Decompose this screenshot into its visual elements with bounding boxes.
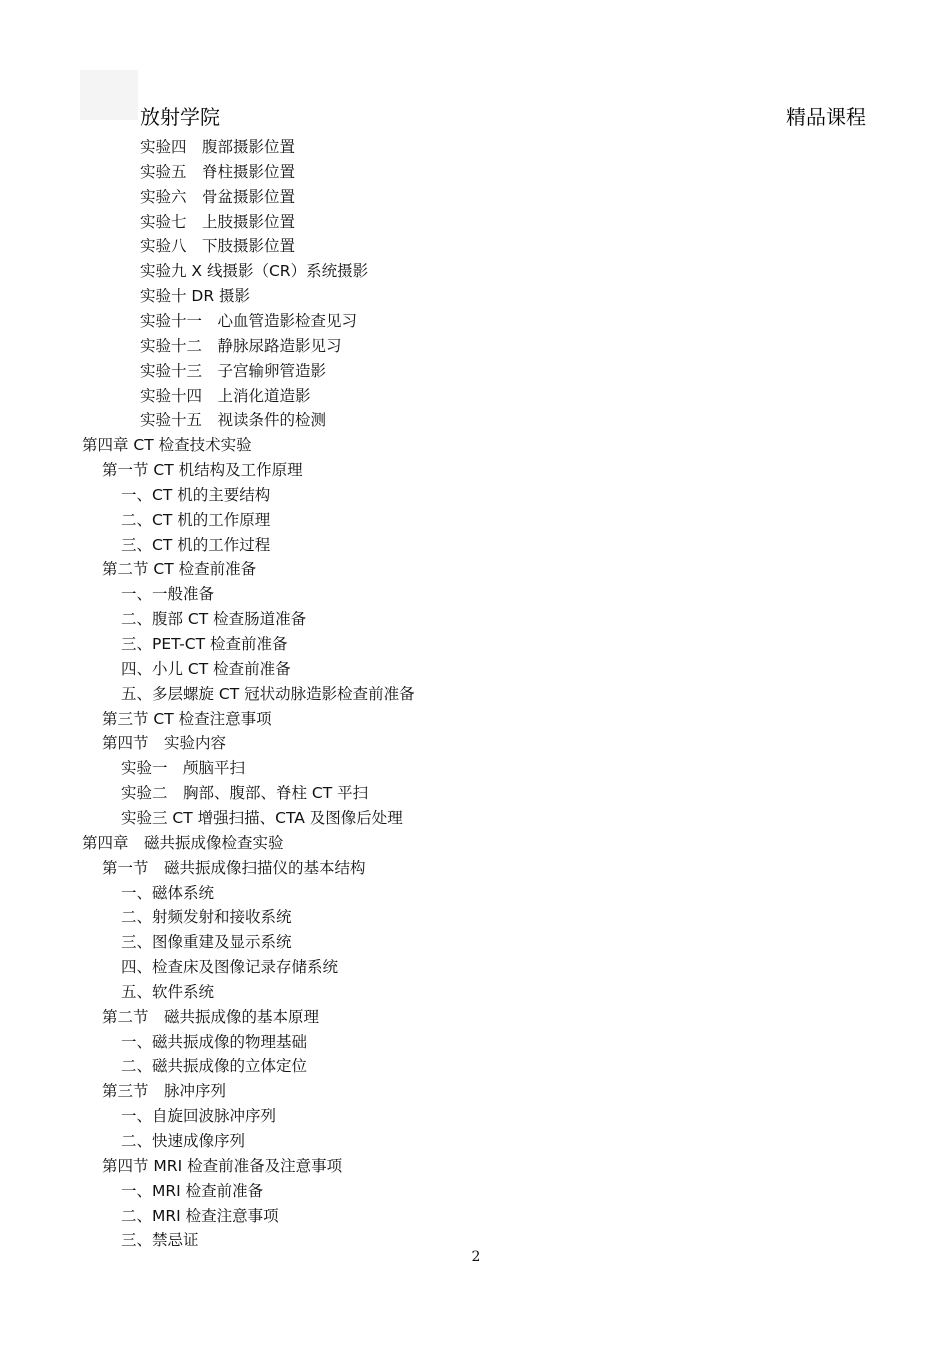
- toc-entry: 一、一般准备: [121, 585, 215, 603]
- toc-entry: 二、腹部 CT 检查肠道准备: [121, 610, 307, 628]
- toc-entry: 一、磁共振成像的物理基础: [121, 1033, 308, 1051]
- header-logo-mark: [80, 70, 138, 120]
- toc-entry: 第一节 磁共振成像扫描仪的基本结构: [102, 859, 366, 877]
- toc-entry: 三、图像重建及显示系统: [121, 933, 292, 951]
- toc-entry: 二、磁共振成像的立体定位: [121, 1057, 308, 1075]
- page-number: 2: [471, 1249, 481, 1265]
- toc-entry: 一、CT 机的主要结构: [121, 486, 271, 504]
- toc-entry: 二、CT 机的工作原理: [121, 511, 271, 529]
- toc-entry: 实验四 腹部摄影位置: [140, 138, 296, 156]
- toc-entry: 一、磁体系统: [121, 884, 215, 902]
- toc-entry: 实验三 CT 增强扫描、CTA 及图像后处理: [121, 809, 403, 827]
- toc-entry: 三、PET-CT 检查前准备: [121, 635, 288, 653]
- toc-entry: 二、射频发射和接收系统: [121, 908, 292, 926]
- toc-entry: 第四章 CT 检查技术实验: [82, 436, 252, 454]
- toc-entry: 实验十一 心血管造影检查见习: [140, 312, 358, 330]
- toc-entry: 一、自旋回波脉冲序列: [121, 1107, 277, 1125]
- toc-entry: 四、检查床及图像记录存储系统: [121, 958, 339, 976]
- toc-entry: 实验十四 上消化道造影: [140, 387, 311, 405]
- toc-entry: 二、快速成像序列: [121, 1132, 246, 1150]
- toc-entry: 五、多层螺旋 CT 冠状动脉造影检查前准备: [121, 685, 415, 703]
- toc-entry: 第二节 磁共振成像的基本原理: [102, 1008, 320, 1026]
- toc-entry: 第三节 CT 检查注意事项: [102, 710, 272, 728]
- toc-entry: 实验十三 子宫输卵管造影: [140, 362, 327, 380]
- toc-entry: 第四节 MRI 检查前准备及注意事项: [102, 1157, 343, 1175]
- toc-entry: 一、MRI 检查前准备: [121, 1182, 264, 1200]
- toc-entry: 实验七 上肢摄影位置: [140, 213, 296, 231]
- header-course-label: 精品课程: [786, 105, 866, 129]
- toc-entry: 实验一 颅脑平扫: [121, 759, 246, 777]
- toc-entry: 实验六 骨盆摄影位置: [140, 188, 296, 206]
- toc-entry: 实验十二 静脉尿路造影见习: [140, 337, 342, 355]
- toc-entry: 第三节 脉冲序列: [102, 1082, 227, 1100]
- toc-entry: 第四节 实验内容: [102, 734, 227, 752]
- toc-entry: 五、软件系统: [121, 983, 215, 1001]
- toc-entry: 实验九 X 线摄影（CR）系统摄影: [140, 262, 369, 280]
- toc-entry: 第一节 CT 机结构及工作原理: [102, 461, 303, 479]
- header-institution: 放射学院: [140, 105, 220, 129]
- toc-entry: 四、小儿 CT 检查前准备: [121, 660, 291, 678]
- toc-entry: 三、禁忌证: [121, 1231, 199, 1249]
- toc-entry: 三、CT 机的工作过程: [121, 536, 271, 554]
- toc-entry: 实验八 下肢摄影位置: [140, 237, 296, 255]
- toc-entry: 第二节 CT 检查前准备: [102, 560, 257, 578]
- toc-entry: 实验二 胸部、腹部、脊柱 CT 平扫: [121, 784, 369, 802]
- toc-entry: 二、MRI 检查注意事项: [121, 1207, 279, 1225]
- toc-entry: 实验五 脊柱摄影位置: [140, 163, 296, 181]
- toc-entry: 实验十五 视读条件的检测: [140, 411, 327, 429]
- toc-entry: 实验十 DR 摄影: [140, 287, 251, 305]
- toc-entry: 第四章 磁共振成像检查实验: [82, 834, 284, 852]
